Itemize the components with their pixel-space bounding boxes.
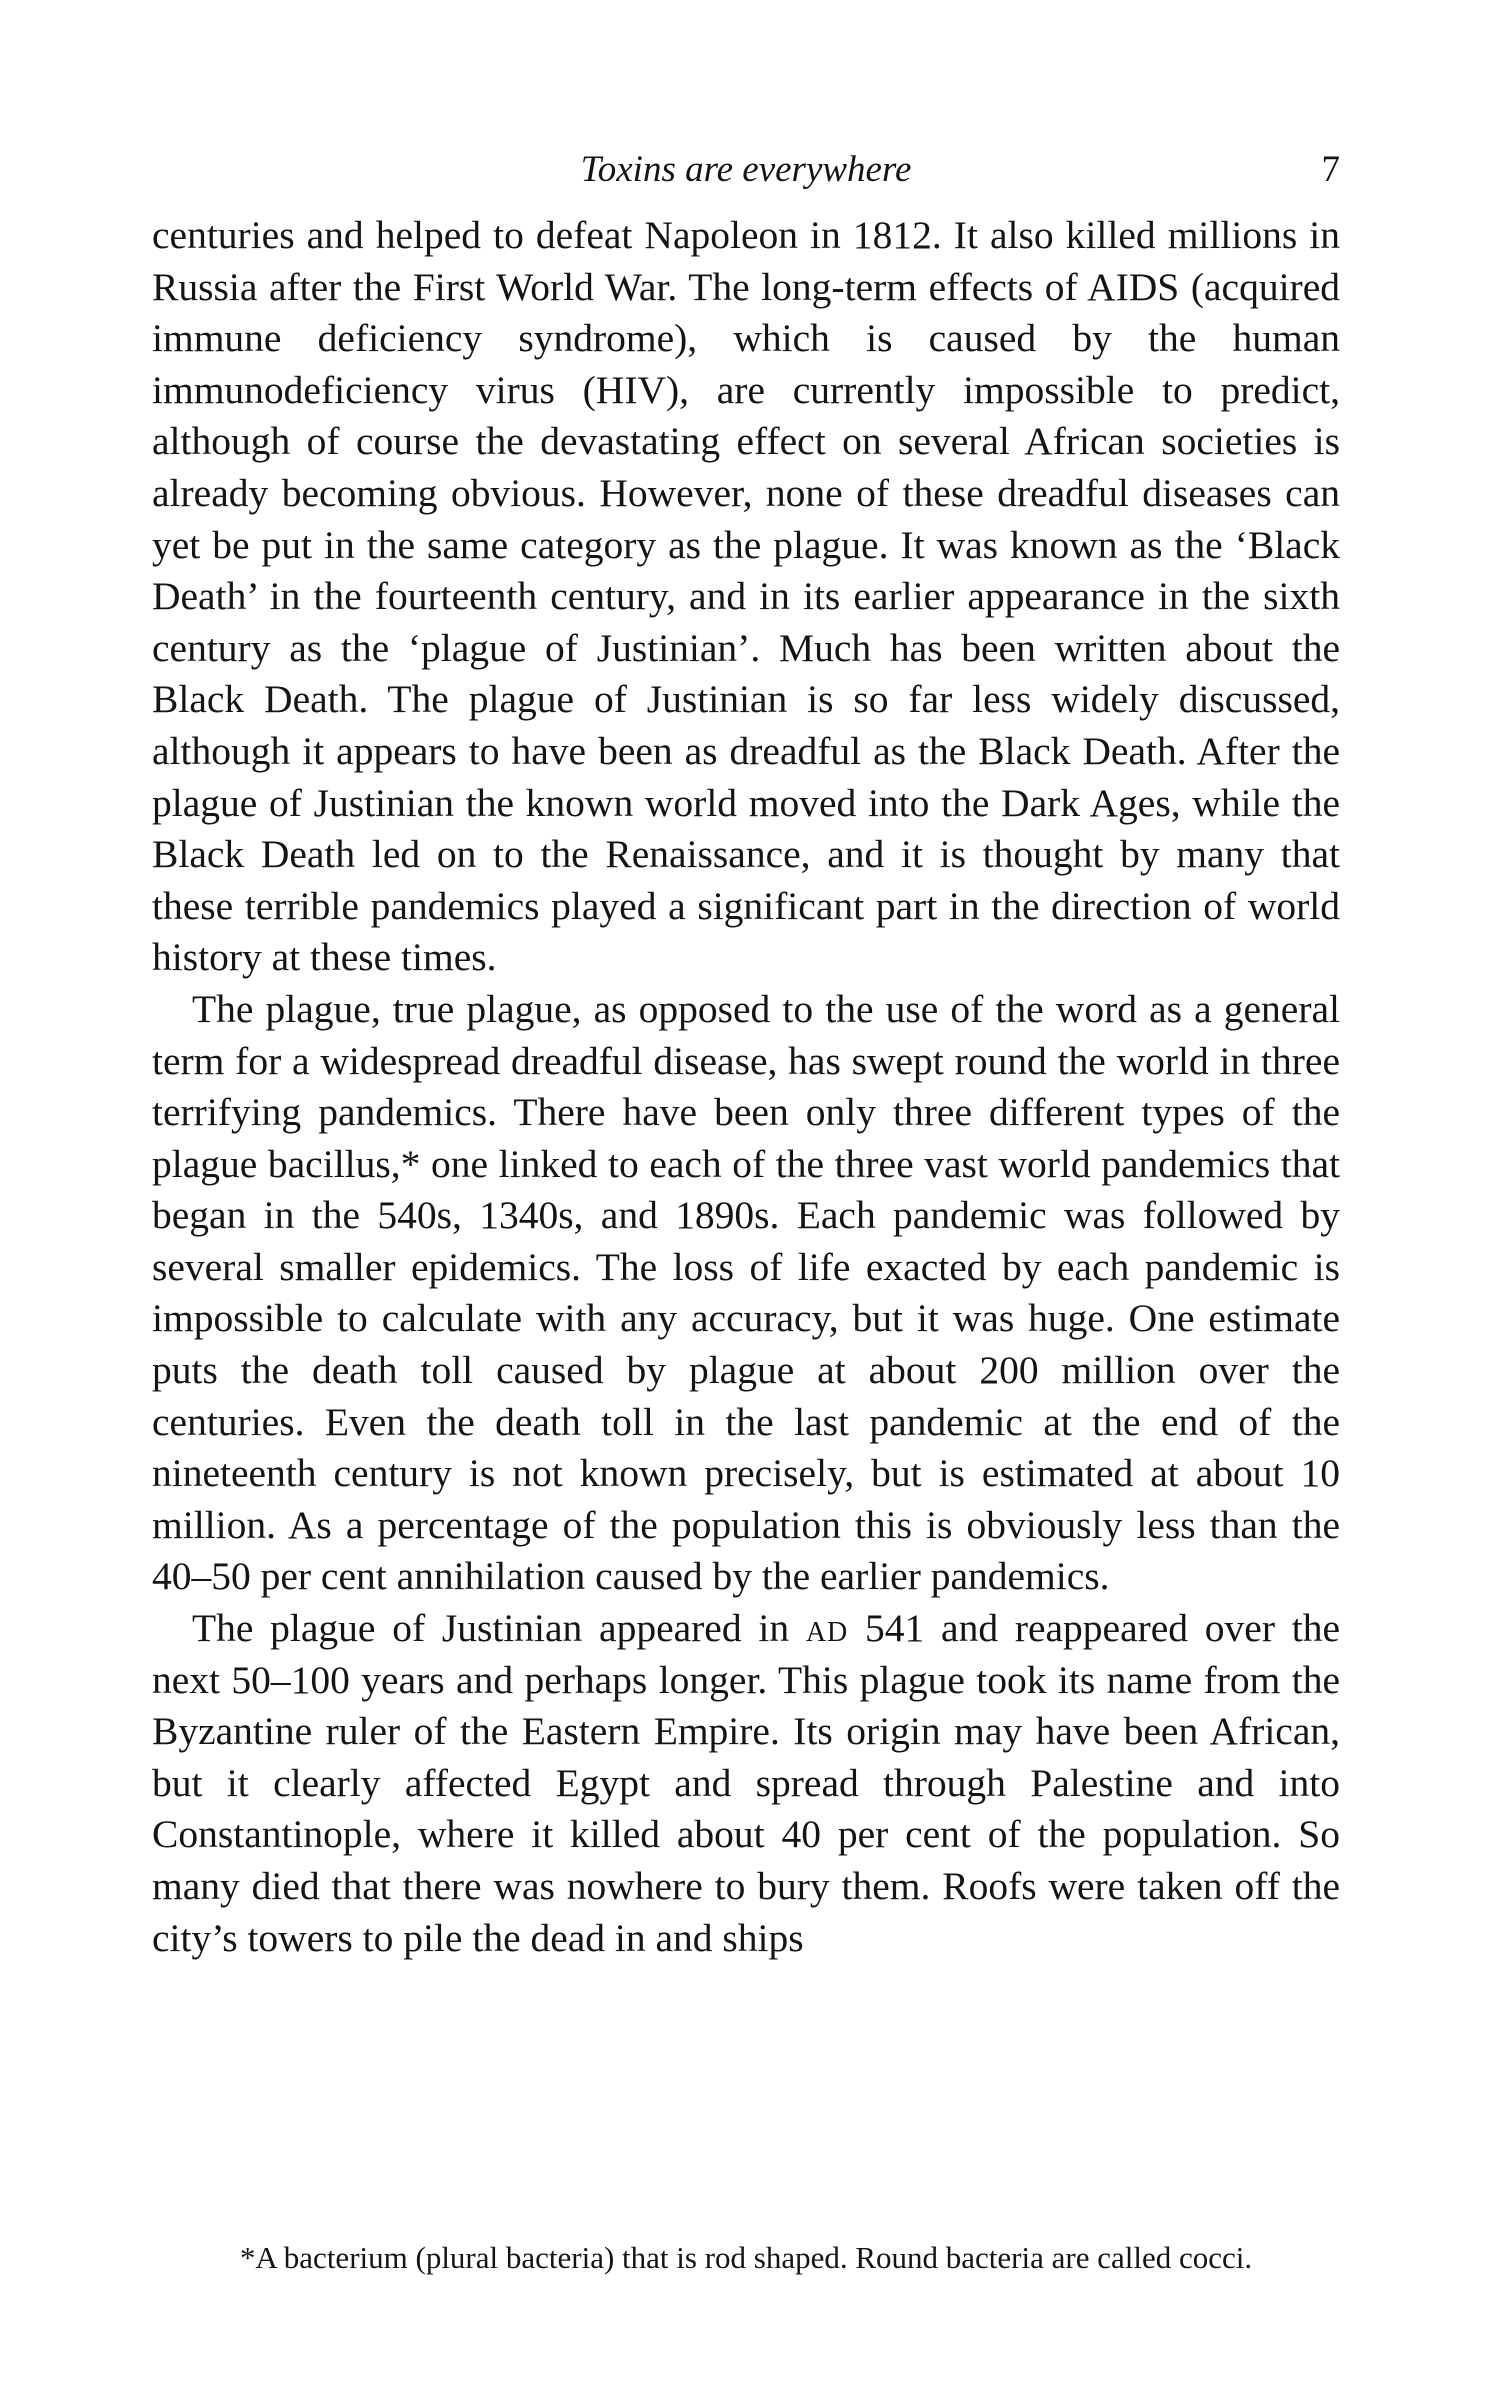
running-head [152, 140, 1340, 200]
running-title: Toxins are everywhere [580, 149, 912, 190]
book-page [152, 140, 1340, 1964]
page-number: 7 [1321, 149, 1340, 190]
era-abbreviation: ad [805, 1606, 849, 1651]
paragraph-text-before: The plague of Justinian appeared in [192, 1606, 806, 1651]
paragraph-plague-pandemics: The plague, true plague, as opposed to the use of the word as a general term for a widespread dreadful disease, has swept round the world in three terrifying pandemics. There have been only three different types of the plague bacillus,* one linked to each of the three vast world pandemics that began in the 540s, 1340s, and 1890s. Each pandemic was followed by several smaller epidemics. The loss of life exacted by each pandemic is impossible to calculate with any accuracy, but it was huge. One estimate puts the death toll caused by plague at about 200 million over the centuries. Even the death toll in the last pandemic at the end of the nineteenth century is not known precisely, but is estimated at about 10 million. As a percentage of the population this is obviously less than the 40–50 per cent annihilation caused by the earlier pandemics. [152, 986, 1340, 1599]
paragraph-plague-of-justinian [152, 1603, 1340, 1964]
paragraph-text-after: 541 and reappeared over the next 50–100 years and perhaps longer. This plague took its name from the Byzantine ruler of the Eastern Empire. Its origin may have been African, but it clearly affected Egypt and spread through Palestine and into Constantinople, where it killed about 40 per cent of the population. So many died that there was nowhere to bury them. Roofs were taken off the city’s towers to pile the dead in and ships [152, 1606, 1340, 1960]
paragraph-continuation: centuries and helped to defeat Napoleon in 1812. It also killed millions in Russia after the First World War. The long-term effects of AIDS (acquired immune deficiency syndrome), which is caused by the human immunodeficiency virus (HIV), are currently impossible to predict, although of course the devastating effect on several African societies is already becoming obvious. However, none of these dreadful diseases can yet be put in the same category as the plague. It was known as the ‘Black Death’ in the fourteenth century, and in its earlier appearance in the sixth century as the ‘plague of Justinian’. Much has been written about the Black Death. The plague of Justinian is so far less widely discussed, although it appears to have been as dreadful as the Black Death. After the plague of Justinian the known world moved into the Dark Ages, while the Black Death led on to the Renaissance, and it is thought by many that these terrible pandemics played a significant part in the direction of world history at these times. [152, 213, 1340, 980]
footnote: *A bacterium (plural bacteria) that is rod shaped. Round bacteria are called cocci. [239, 2240, 1253, 2275]
body-text [152, 210, 1340, 1964]
